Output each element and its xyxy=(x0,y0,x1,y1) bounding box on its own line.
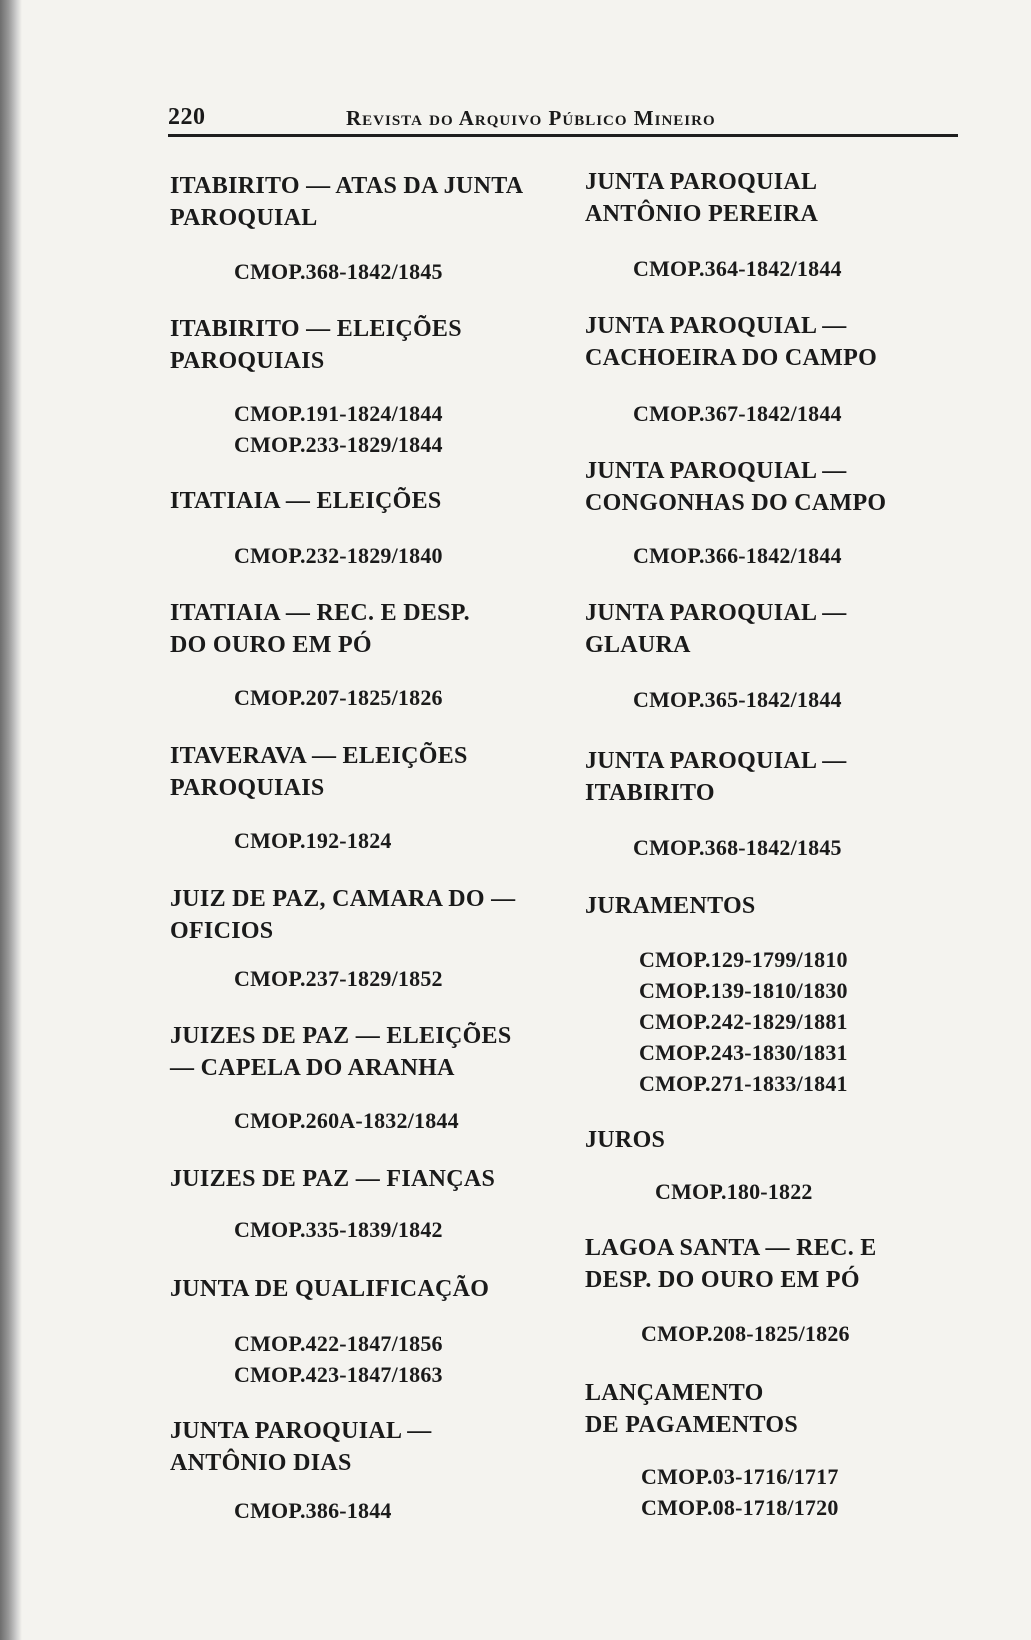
reference-code: CMOP.423-1847/1863 xyxy=(234,1362,443,1387)
reference-code: CMOP.180-1822 xyxy=(655,1179,813,1204)
heading-line: DESP. DO OURO EM PÓ xyxy=(585,1267,860,1293)
heading-line: ITABIRITO xyxy=(585,780,715,806)
heading-line: ITATIAIA — ELEIÇÕES xyxy=(170,488,442,514)
reference-code: CMOP.191-1824/1844 xyxy=(234,401,443,426)
reference-codes xyxy=(234,682,443,713)
reference-codes xyxy=(641,1318,850,1349)
reference-codes xyxy=(639,944,848,1099)
reference-codes xyxy=(234,1495,392,1526)
index-heading xyxy=(170,597,470,661)
heading-line: PAROQUIAL xyxy=(170,205,318,231)
heading-line: GLAURA xyxy=(585,632,691,658)
heading-line: JUIZ DE PAZ, CAMARA DO — xyxy=(170,886,516,912)
index-heading xyxy=(170,1163,495,1195)
index-heading xyxy=(585,166,818,230)
reference-codes xyxy=(234,398,443,460)
reference-code: CMOP.367-1842/1844 xyxy=(633,401,842,426)
reference-codes xyxy=(633,684,842,715)
index-heading xyxy=(585,1377,798,1441)
reference-codes xyxy=(633,832,842,863)
heading-line: JUNTA PAROQUIAL xyxy=(585,169,818,195)
index-heading xyxy=(170,1273,489,1305)
reference-codes xyxy=(234,963,443,994)
reference-code: CMOP.03-1716/1717 xyxy=(641,1464,839,1489)
reference-codes xyxy=(234,1328,443,1390)
heading-line: JUNTA PAROQUIAL — xyxy=(585,458,847,484)
reference-code: CMOP.422-1847/1856 xyxy=(234,1331,443,1356)
page-number: 220 xyxy=(168,104,206,130)
index-heading xyxy=(170,170,523,234)
heading-line: JUROS xyxy=(585,1127,666,1153)
heading-line: ANTÔNIO PEREIRA xyxy=(585,201,819,227)
reference-code: CMOP.233-1829/1844 xyxy=(234,432,443,457)
reference-code: CMOP.208-1825/1826 xyxy=(641,1321,850,1346)
index-heading xyxy=(170,313,462,377)
heading-line: CONGONHAS DO CAMPO xyxy=(585,490,887,516)
reference-code: CMOP.207-1825/1826 xyxy=(234,685,443,710)
index-heading xyxy=(585,455,886,519)
index-heading xyxy=(585,745,847,809)
reference-code: CMOP.129-1799/1810 xyxy=(639,947,848,972)
heading-line: CACHOEIRA DO CAMPO xyxy=(585,345,878,371)
heading-line: ANTÔNIO DIAS xyxy=(170,1450,352,1476)
index-heading xyxy=(585,310,877,374)
reference-code: CMOP.386-1844 xyxy=(234,1498,392,1523)
heading-line: JUIZES DE PAZ — ELEIÇÕES xyxy=(170,1023,512,1049)
reference-code: CMOP.368-1842/1845 xyxy=(633,835,842,860)
reference-code: CMOP.366-1842/1844 xyxy=(633,543,842,568)
reference-code: CMOP.08-1718/1720 xyxy=(641,1495,839,1520)
heading-line: JUNTA PAROQUIAL — xyxy=(585,748,847,774)
heading-line: LAGOA SANTA — REC. E xyxy=(585,1235,877,1261)
reference-code: CMOP.242-1829/1881 xyxy=(639,1009,848,1034)
reference-codes xyxy=(633,253,842,284)
heading-line: JUNTA PAROQUIAL — xyxy=(170,1418,432,1444)
index-heading xyxy=(170,1415,432,1479)
reference-code: CMOP.237-1829/1852 xyxy=(234,966,443,991)
index-heading xyxy=(585,597,847,661)
heading-line: JUNTA PAROQUIAL — xyxy=(585,313,847,339)
running-title: Revista do Arquivo Público Mineiro xyxy=(346,106,716,130)
reference-code: CMOP.335-1839/1842 xyxy=(234,1217,443,1242)
heading-line: PAROQUIAIS xyxy=(170,775,325,801)
reference-code: CMOP.271-1833/1841 xyxy=(639,1071,848,1096)
index-heading xyxy=(585,1232,877,1296)
reference-codes xyxy=(234,825,392,856)
heading-line: DE PAGAMENTOS xyxy=(585,1412,799,1438)
reference-code: CMOP.260A-1832/1844 xyxy=(234,1108,459,1133)
reference-codes xyxy=(655,1176,813,1207)
heading-line: JUIZES DE PAZ — FIANÇAS xyxy=(170,1166,496,1192)
reference-codes xyxy=(633,540,842,571)
reference-codes xyxy=(234,540,443,571)
heading-line: PAROQUIAIS xyxy=(170,348,325,374)
reference-code: CMOP.139-1810/1830 xyxy=(639,978,848,1003)
heading-line: ITABIRITO — ATAS DA JUNTA xyxy=(170,173,524,199)
heading-line: LANÇAMENTO xyxy=(585,1380,764,1406)
heading-line: — CAPELA DO ARANHA xyxy=(170,1055,455,1081)
index-heading xyxy=(170,883,515,947)
reference-code: CMOP.243-1830/1831 xyxy=(639,1040,848,1065)
heading-line: JUNTA PAROQUIAL — xyxy=(585,600,847,626)
heading-line: JUNTA DE QUALIFICAÇÃO xyxy=(170,1276,490,1302)
reference-codes xyxy=(234,1105,459,1136)
reference-code: CMOP.365-1842/1844 xyxy=(633,687,842,712)
reference-codes xyxy=(234,256,443,287)
right-column xyxy=(585,0,985,1640)
reference-code: CMOP.364-1842/1844 xyxy=(633,256,842,281)
reference-code: CMOP.232-1829/1840 xyxy=(234,543,443,568)
heading-line: OFICIOS xyxy=(170,918,274,944)
index-heading xyxy=(170,1020,512,1084)
reference-codes xyxy=(641,1461,839,1523)
heading-line: JURAMENTOS xyxy=(585,893,756,919)
heading-line: ITATIAIA — REC. E DESP. xyxy=(170,600,470,626)
index-heading xyxy=(585,890,756,922)
reference-code: CMOP.192-1824 xyxy=(234,828,392,853)
index-heading xyxy=(170,740,468,804)
reference-code: CMOP.368-1842/1845 xyxy=(234,259,443,284)
reference-codes xyxy=(234,1214,443,1245)
page-binding-shadow xyxy=(0,0,22,1640)
index-heading xyxy=(170,485,442,517)
reference-codes xyxy=(633,398,842,429)
heading-line: DO OURO EM PÓ xyxy=(170,632,372,658)
heading-line: ITABIRITO — ELEIÇÕES xyxy=(170,316,462,342)
left-column xyxy=(170,0,560,1640)
heading-line: ITAVERAVA — ELEIÇÕES xyxy=(170,743,468,769)
index-heading xyxy=(585,1124,665,1156)
